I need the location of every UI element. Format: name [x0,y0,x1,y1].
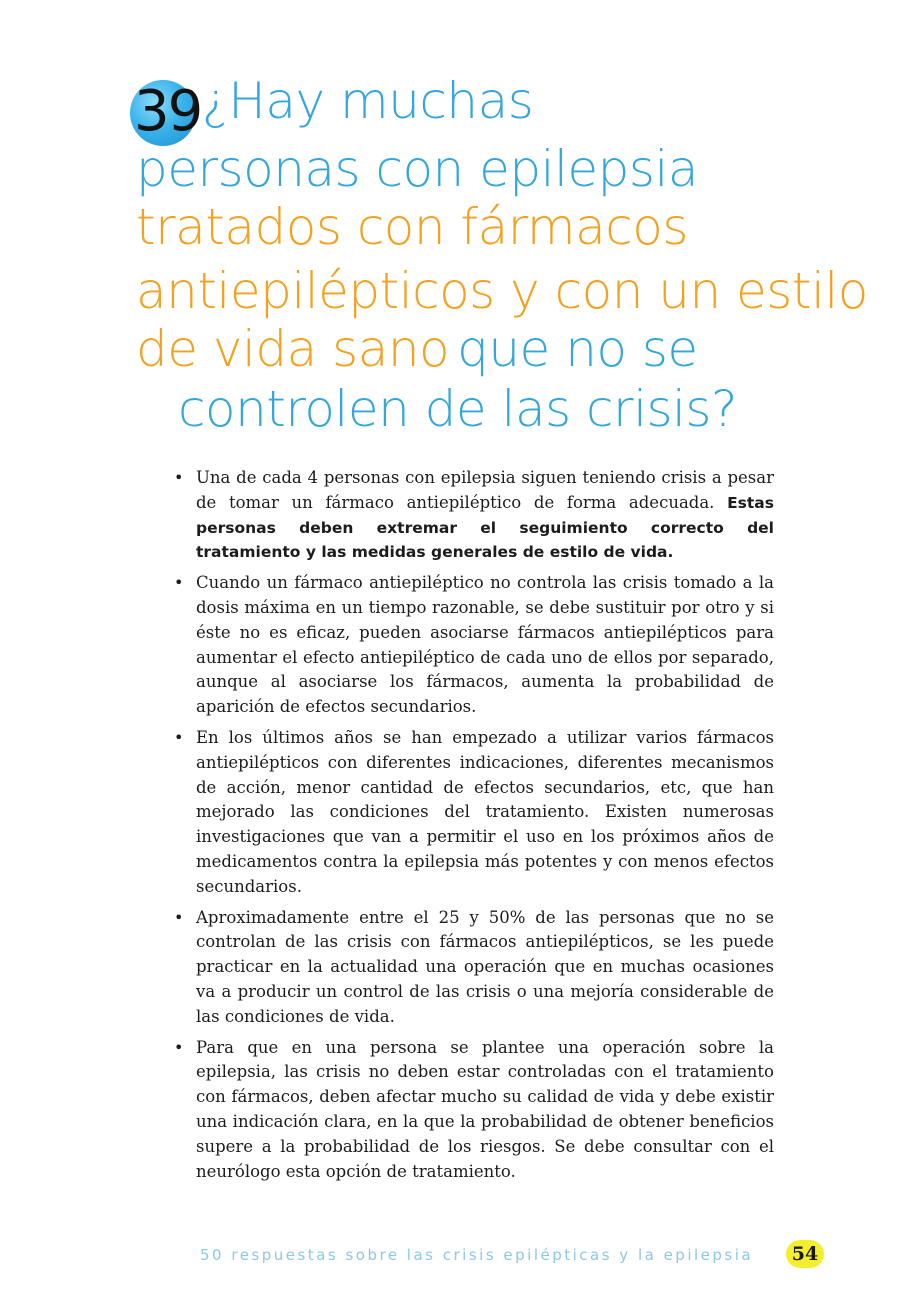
page-number: 54 [791,1243,819,1265]
bullet-icon: • [174,1037,184,1057]
title-line-6: controlen de las crisis? [178,380,737,438]
bullet-icon: • [174,573,184,593]
bullet-text: Aproximadamente entre el 25 y 50% de las personas que no se controlan de las crisis con fármacos antiepilépticos, se les puede practicar en la actualidad una operación que en muchas ocasiones va a producir un control de las crisis o una mejoría considerable de las condiciones de vida. [196,907,774,1026]
title-line-5-blue: que no se [457,320,698,378]
bullet-text: Una de cada 4 personas con epilepsia siguen teniendo crisis a pesar de tomar un fármaco antiepiléptico de forma adecuada. [196,468,774,512]
list-item [172,726,774,900]
bullet-icon: • [174,468,184,487]
answer-list [172,466,774,1190]
title-line-1: ¿Hay muchas [202,72,534,130]
title-line-4: antiepilépticos y con un estilo [136,262,868,320]
list-item [172,1036,774,1185]
bullet-icon: • [174,907,184,927]
list-item [172,466,774,565]
title-line-3: tratados con fármacos [136,198,688,256]
bullet-text: Cuando un fármaco antiepiléptico no controla las crisis tomado a la dosis máxima en un tiempo razonable, se debe sustituir por otro y si éste no es eficaz, pueden asociarse fármacos antiepilépticos para aumentar el efecto antiepiléptico de cada uno de ellos por separado, aunque al asociarse los fármacos, aumenta la probabilidad de aparición de efectos secundarios. [196,573,774,717]
list-item [172,906,774,1030]
title-line-5 [136,320,698,378]
bullet-icon: • [174,727,184,747]
bullet-bold-text: Estas personas deben extremar el seguimiento correcto del tratamiento y las medidas generales de estilo de vida. [196,493,774,562]
footer-book-title: 50 respuestas sobre las crisis epilépticas y la epilepsia [200,1246,754,1264]
bullet-text: Para que en una persona se plantee una operación sobre la epilepsia, las crisis no deben estar controladas con el tratamiento con fármacos, deben afectar mucho su calidad de vida y debe existir una indicación clara, en la que la probabilidad de obtener beneficios supere a la probabilidad de los riesgos. Se debe consultar con el neurólogo esta opción de tratamiento. [196,1037,774,1181]
list-item [172,571,774,720]
question-number: 39 [134,79,202,144]
bullet-text: En los últimos años se han empezado a utilizar varios fármacos antiepilépticos con diferentes indicaciones, diferentes mecanismos de acción, menor cantidad de efectos secundarios, etc, que han mejorado las condiciones del tratamiento. Existen numerosas investigaciones que van a permitir el uso en los próximos años de medicamentos contra la epilepsia más potentes y con menos efectos secundarios. [196,727,774,896]
title-line-2: personas con epilepsia [136,140,698,198]
title-line-5-orange: de vida sano [136,320,450,378]
